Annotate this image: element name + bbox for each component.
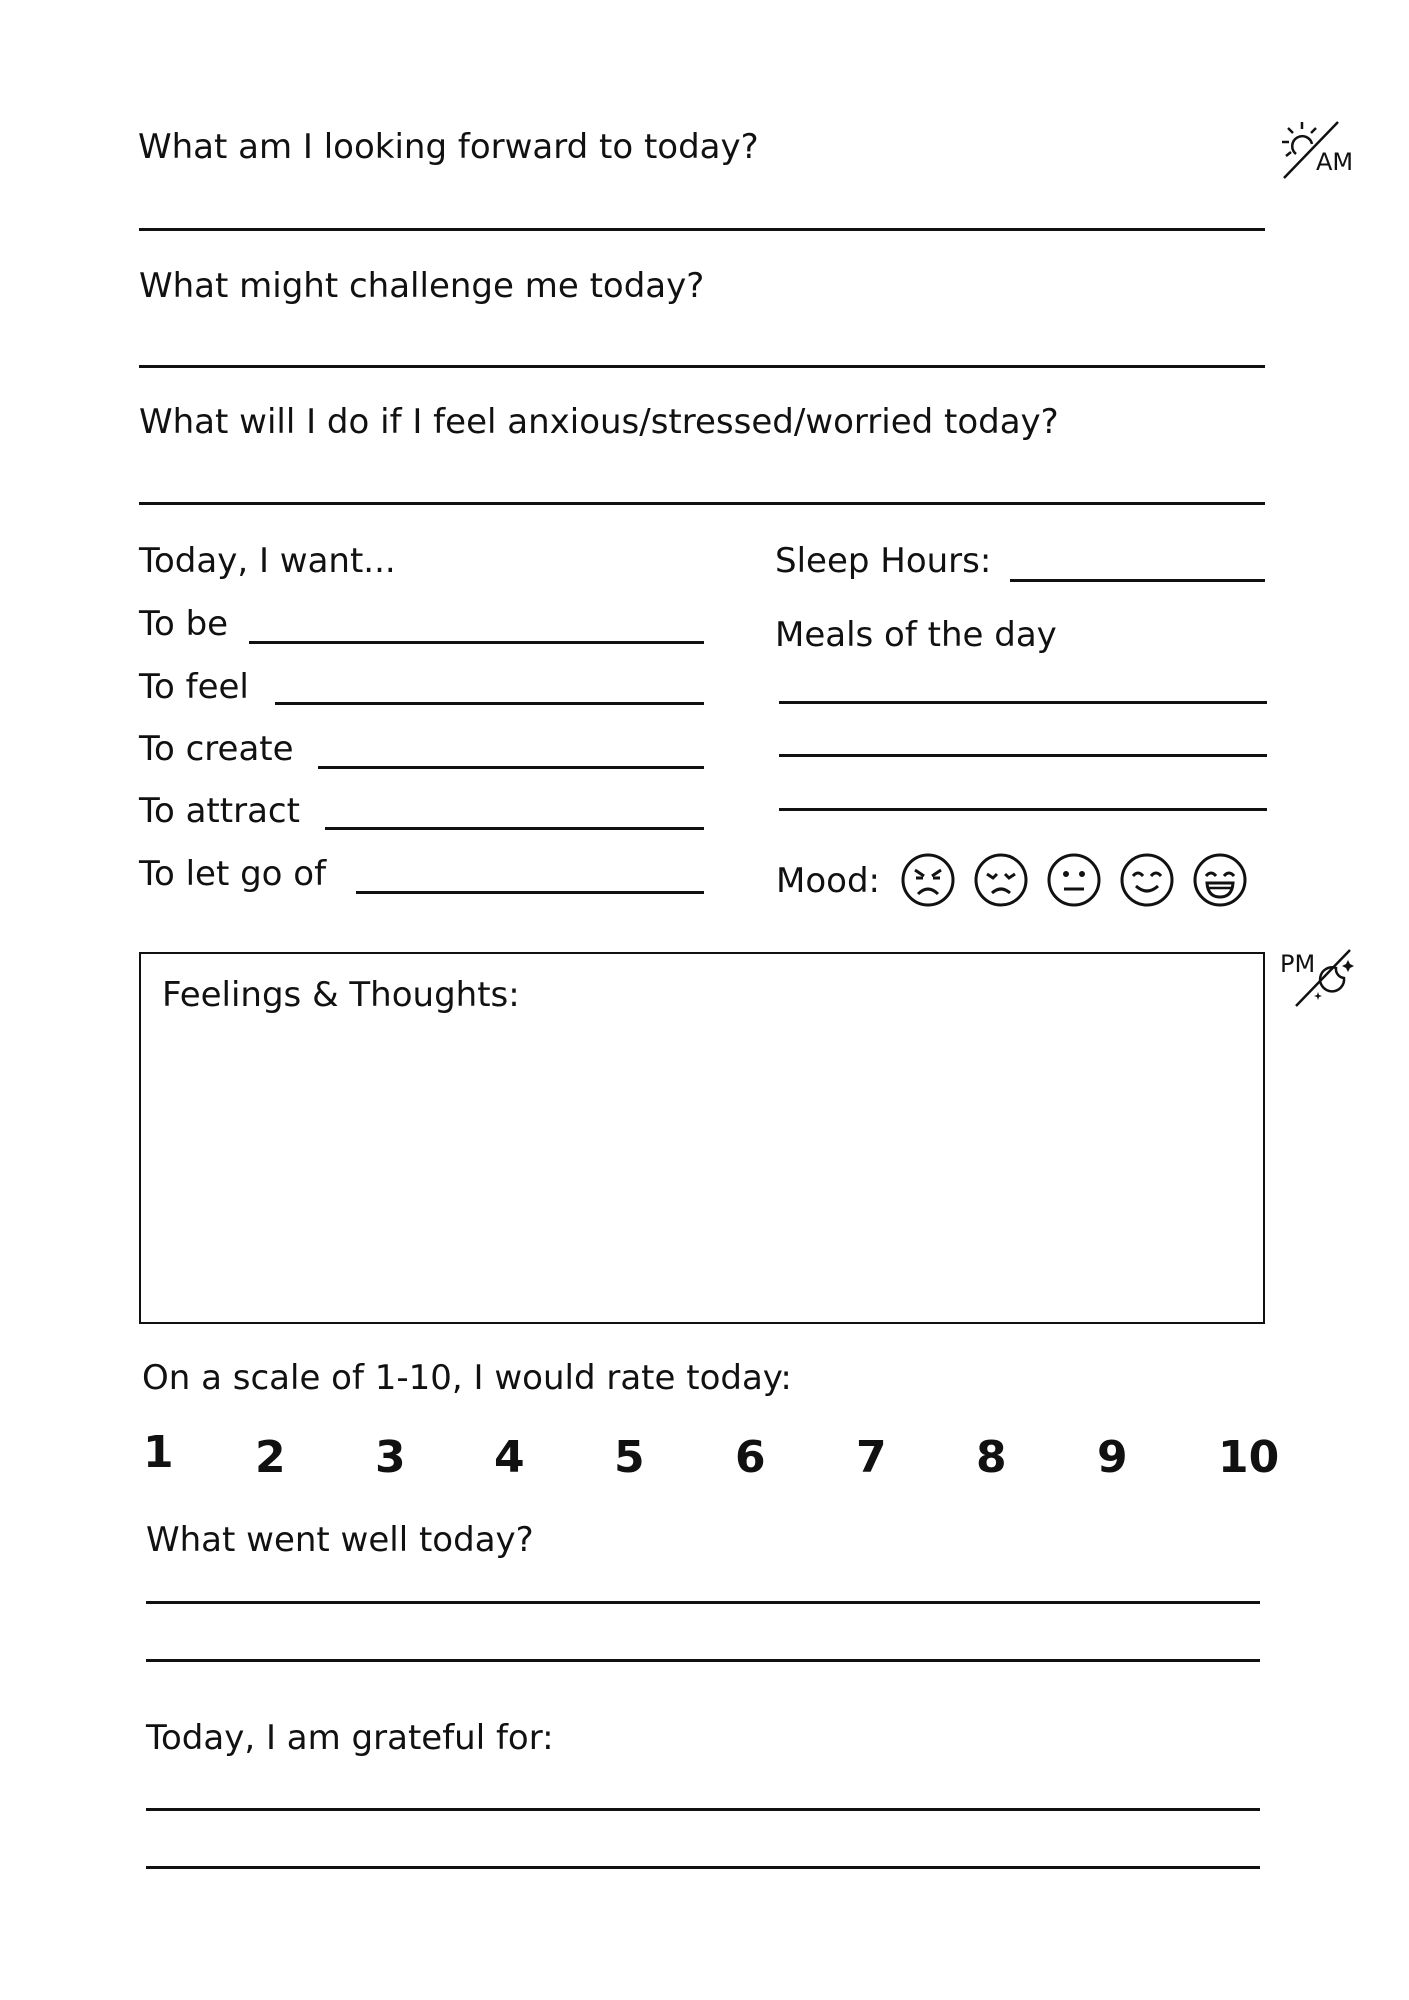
pm-moon-icon [1292, 948, 1358, 1008]
went-well-line-1[interactable] [146, 1601, 1260, 1604]
intention-to-let-go-label: To let go of [139, 854, 327, 894]
meal-line-3[interactable] [779, 808, 1267, 811]
sleep-hours-line[interactable] [1010, 579, 1265, 582]
intention-to-be-line[interactable] [249, 641, 704, 644]
rating-6[interactable]: 6 [735, 1432, 766, 1483]
rating-3[interactable]: 3 [375, 1432, 406, 1483]
rating-2[interactable]: 2 [255, 1432, 286, 1483]
scale-label: On a scale of 1-10, I would rate today: [142, 1358, 792, 1398]
answer-line-challenge[interactable] [139, 365, 1265, 368]
went-well-question: What went well today? [146, 1520, 534, 1560]
rating-7[interactable]: 7 [856, 1432, 887, 1483]
pm-label: PM [1280, 950, 1316, 978]
question-looking-forward: What am I looking forward to today? [138, 127, 759, 167]
intention-to-attract-line[interactable] [325, 827, 704, 830]
rating-10[interactable]: 10 [1218, 1432, 1280, 1483]
meals-label: Meals of the day [775, 615, 1057, 655]
am-label: AM [1316, 148, 1354, 176]
sad-face-icon[interactable] [973, 852, 1029, 908]
intention-to-create-line[interactable] [318, 766, 704, 769]
intention-to-feel-label: To feel [139, 667, 249, 707]
question-anxious: What will I do if I feel anxious/stressed/worried today? [139, 402, 1059, 442]
content-face-icon[interactable] [1119, 852, 1175, 908]
intention-to-be-label: To be [139, 604, 229, 644]
neutral-face-icon[interactable] [1046, 852, 1102, 908]
mood-label: Mood: [776, 861, 880, 901]
angry-face-icon[interactable] [900, 852, 956, 908]
intention-to-feel-line[interactable] [275, 702, 704, 705]
went-well-line-2[interactable] [146, 1659, 1260, 1662]
meal-line-1[interactable] [779, 701, 1267, 704]
intention-to-attract-label: To attract [139, 791, 300, 831]
intention-to-create-label: To create [139, 729, 294, 769]
rating-4[interactable]: 4 [494, 1432, 525, 1483]
sleep-hours-label: Sleep Hours: [775, 541, 992, 581]
meal-line-2[interactable] [779, 754, 1267, 757]
rating-1[interactable]: 1 [143, 1427, 174, 1478]
intentions-heading: Today, I want... [139, 541, 396, 581]
intention-to-let-go-line[interactable] [356, 891, 704, 894]
grateful-line-2[interactable] [146, 1866, 1260, 1869]
grateful-line-1[interactable] [146, 1808, 1260, 1811]
answer-line-anxious[interactable] [139, 502, 1265, 505]
rating-9[interactable]: 9 [1097, 1432, 1128, 1483]
grateful-question: Today, I am grateful for: [146, 1718, 554, 1758]
rating-5[interactable]: 5 [614, 1432, 645, 1483]
feelings-thoughts-label: Feelings & Thoughts: [162, 975, 520, 1015]
laughing-face-icon[interactable] [1192, 852, 1248, 908]
rating-8[interactable]: 8 [976, 1432, 1007, 1483]
answer-line-looking-forward[interactable] [139, 228, 1265, 231]
question-challenge: What might challenge me today? [139, 266, 705, 306]
